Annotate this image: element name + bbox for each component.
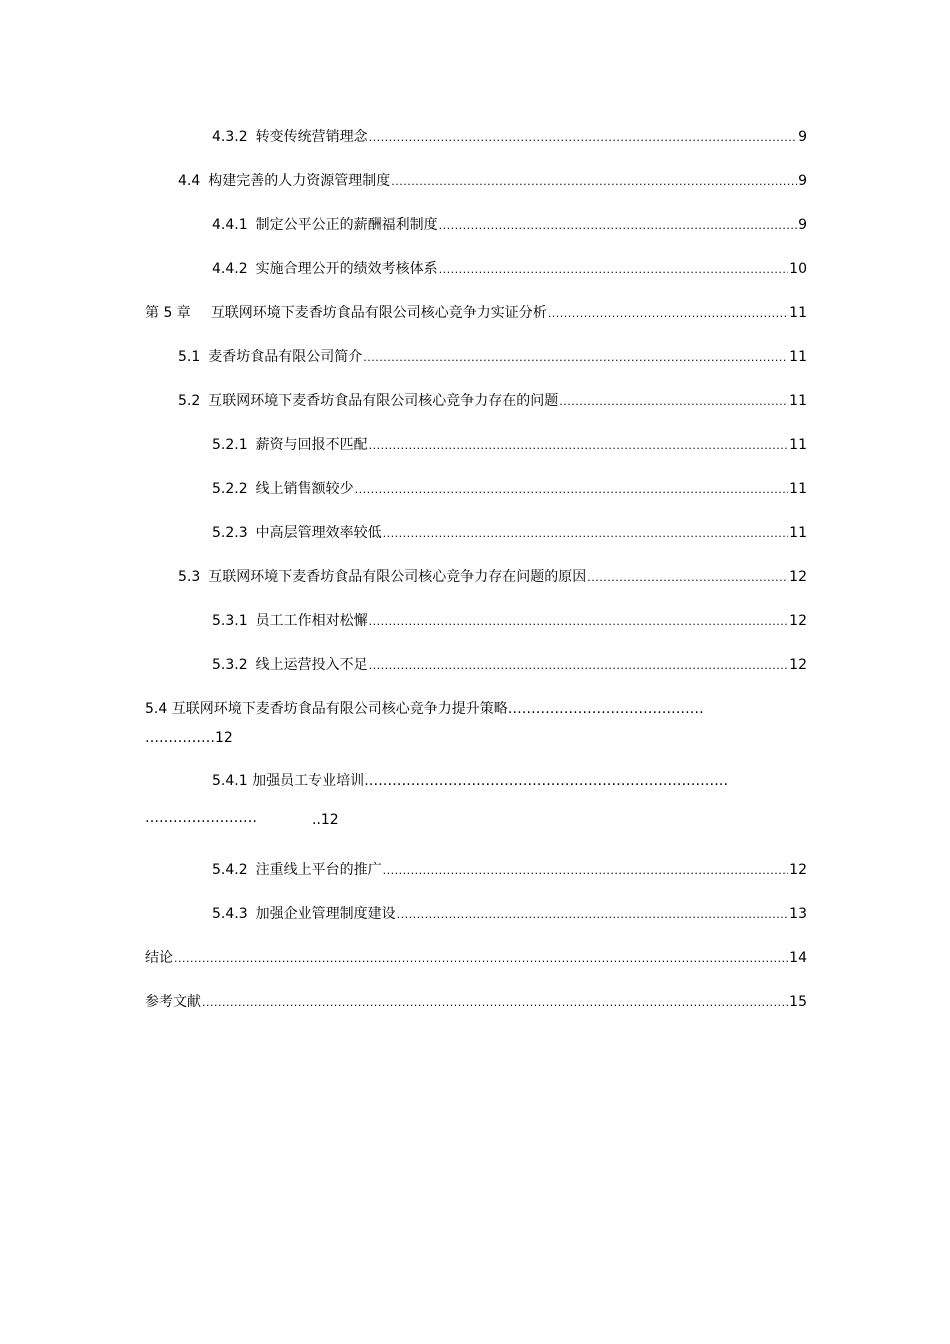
dot-leader — [363, 348, 788, 368]
toc-number: 5.2.3 — [212, 525, 248, 541]
toc-number: 5.1 — [178, 349, 201, 365]
dot-leader — [369, 128, 797, 148]
dot-leader — [397, 905, 789, 925]
dot-leader — [439, 216, 797, 236]
toc-entry-5-4-1-page[interactable]: ..12 — [312, 812, 339, 828]
toc-entry-5-1[interactable] — [178, 347, 807, 367]
toc-entry-4-3-2[interactable] — [212, 127, 807, 147]
toc-title: 中高层管理效率较低 — [255, 525, 382, 541]
toc-number: 5.2.2 — [212, 481, 248, 497]
toc-page-number: 9 — [798, 173, 807, 189]
toc-page-number: 11 — [789, 393, 807, 409]
toc-entry-5-2[interactable] — [178, 391, 807, 411]
dot-leader — [587, 568, 788, 588]
toc-title: 实施合理公开的绩效考核体系 — [255, 261, 438, 277]
toc-title: 制定公平公正的薪酬福利制度 — [255, 217, 438, 233]
toc-title: 互联网环境下麦香坊食品有限公司核心竞争力实证分析 — [210, 305, 547, 321]
toc-number: 5.4.3 — [212, 906, 248, 922]
toc-entry-conclusion[interactable] — [145, 948, 807, 968]
toc-page-number: 9 — [798, 129, 807, 145]
toc-entry-5-4-3[interactable] — [212, 904, 807, 924]
toc-entry-5-4-2[interactable] — [212, 860, 807, 880]
dot-leader — [355, 480, 789, 500]
toc-title: 麦香坊食品有限公司简介 — [208, 349, 363, 365]
dot-leader — [383, 524, 789, 544]
toc-page-number: 14 — [789, 950, 807, 966]
dot-leader — [559, 392, 788, 412]
toc-entry-5-4-line2[interactable]: ……………12 — [145, 730, 233, 746]
toc-page-number: 13 — [789, 906, 807, 922]
dot-leader — [174, 949, 788, 969]
toc-entry-4-4-1[interactable] — [212, 215, 807, 235]
toc-page-number: 10 — [789, 261, 807, 277]
toc-number: 第 5 章 — [145, 305, 191, 321]
dot-leader — [369, 612, 789, 632]
toc-entry-5-3-2[interactable] — [212, 655, 807, 675]
toc-title: 结论 — [145, 950, 173, 966]
toc-page-number: 12 — [789, 613, 807, 629]
toc-title: 注重线上平台的推广 — [255, 862, 382, 878]
toc-entry-5-3-1[interactable] — [212, 611, 807, 631]
toc-page-number: 11 — [789, 305, 807, 321]
toc-page-number: 12 — [789, 862, 807, 878]
toc-title: 转变传统营销理念 — [255, 129, 368, 145]
dot-leader — [369, 656, 789, 676]
toc-page-number: 9 — [798, 217, 807, 233]
toc-page-number: 11 — [789, 349, 807, 365]
toc-number: 5.4.2 — [212, 862, 248, 878]
toc-title: 薪资与回报不匹配 — [255, 437, 368, 453]
toc-number: 5.2 — [178, 393, 201, 409]
toc-title: 员工工作相对松懈 — [255, 613, 368, 629]
toc-page-number: 11 — [789, 525, 807, 541]
toc-number: 5.2.1 — [212, 437, 248, 453]
toc-number: 4.3.2 — [212, 129, 248, 145]
toc-number: 5.3 — [178, 569, 201, 585]
toc-number: 5.3.2 — [212, 657, 248, 673]
toc-number: 5.3.1 — [212, 613, 248, 629]
dot-leader — [202, 993, 788, 1013]
toc-entry-chapter-5[interactable] — [145, 303, 807, 323]
toc-number: 4.4.2 — [212, 261, 248, 277]
dot-leader — [391, 172, 797, 192]
toc-entry-5-2-1[interactable] — [212, 435, 807, 455]
toc-title: 线上运营投入不足 — [255, 657, 368, 673]
toc-number: 4.4 — [178, 173, 201, 189]
toc-page-number: 11 — [789, 481, 807, 497]
toc-title: 线上销售额较少 — [255, 481, 354, 497]
toc-entry-references[interactable] — [145, 992, 807, 1012]
toc-entry-5-4-line1[interactable]: 5.4 互联网环境下麦香坊食品有限公司核心竞争力提升策略…………………………………… — [145, 701, 704, 717]
toc-title: 参考文献 — [145, 994, 201, 1010]
dot-leader — [548, 304, 788, 324]
toc-title: 构建完善的人力资源管理制度 — [208, 173, 391, 189]
toc-title: 加强企业管理制度建设 — [255, 906, 396, 922]
toc-page-number: 12 — [789, 569, 807, 585]
toc-page-number: 11 — [789, 437, 807, 453]
dot-leader — [369, 436, 789, 456]
dot-leader — [383, 861, 789, 881]
toc-entry-4-4-2[interactable] — [212, 259, 807, 279]
dot-leader — [439, 260, 789, 280]
toc-entry-5-4-1-line2[interactable]: …………………… — [145, 810, 257, 826]
toc-title: 互联网环境下麦香坊食品有限公司核心竞争力存在问题的原因 — [208, 569, 587, 585]
toc-entry-5-3[interactable] — [178, 567, 807, 587]
toc-entry-5-2-2[interactable] — [212, 479, 807, 499]
toc-page-number: 12 — [789, 657, 807, 673]
toc-entry-5-2-3[interactable] — [212, 523, 807, 543]
toc-entry-5-4-1-line1[interactable]: 5.4.1 加强员工专业培训…………………………………………………………………… — [212, 773, 729, 789]
toc-page-number: 15 — [789, 994, 807, 1010]
toc-entry-4-4[interactable] — [178, 171, 807, 191]
toc-title: 互联网环境下麦香坊食品有限公司核心竞争力存在的问题 — [208, 393, 559, 409]
toc-number: 4.4.1 — [212, 217, 248, 233]
